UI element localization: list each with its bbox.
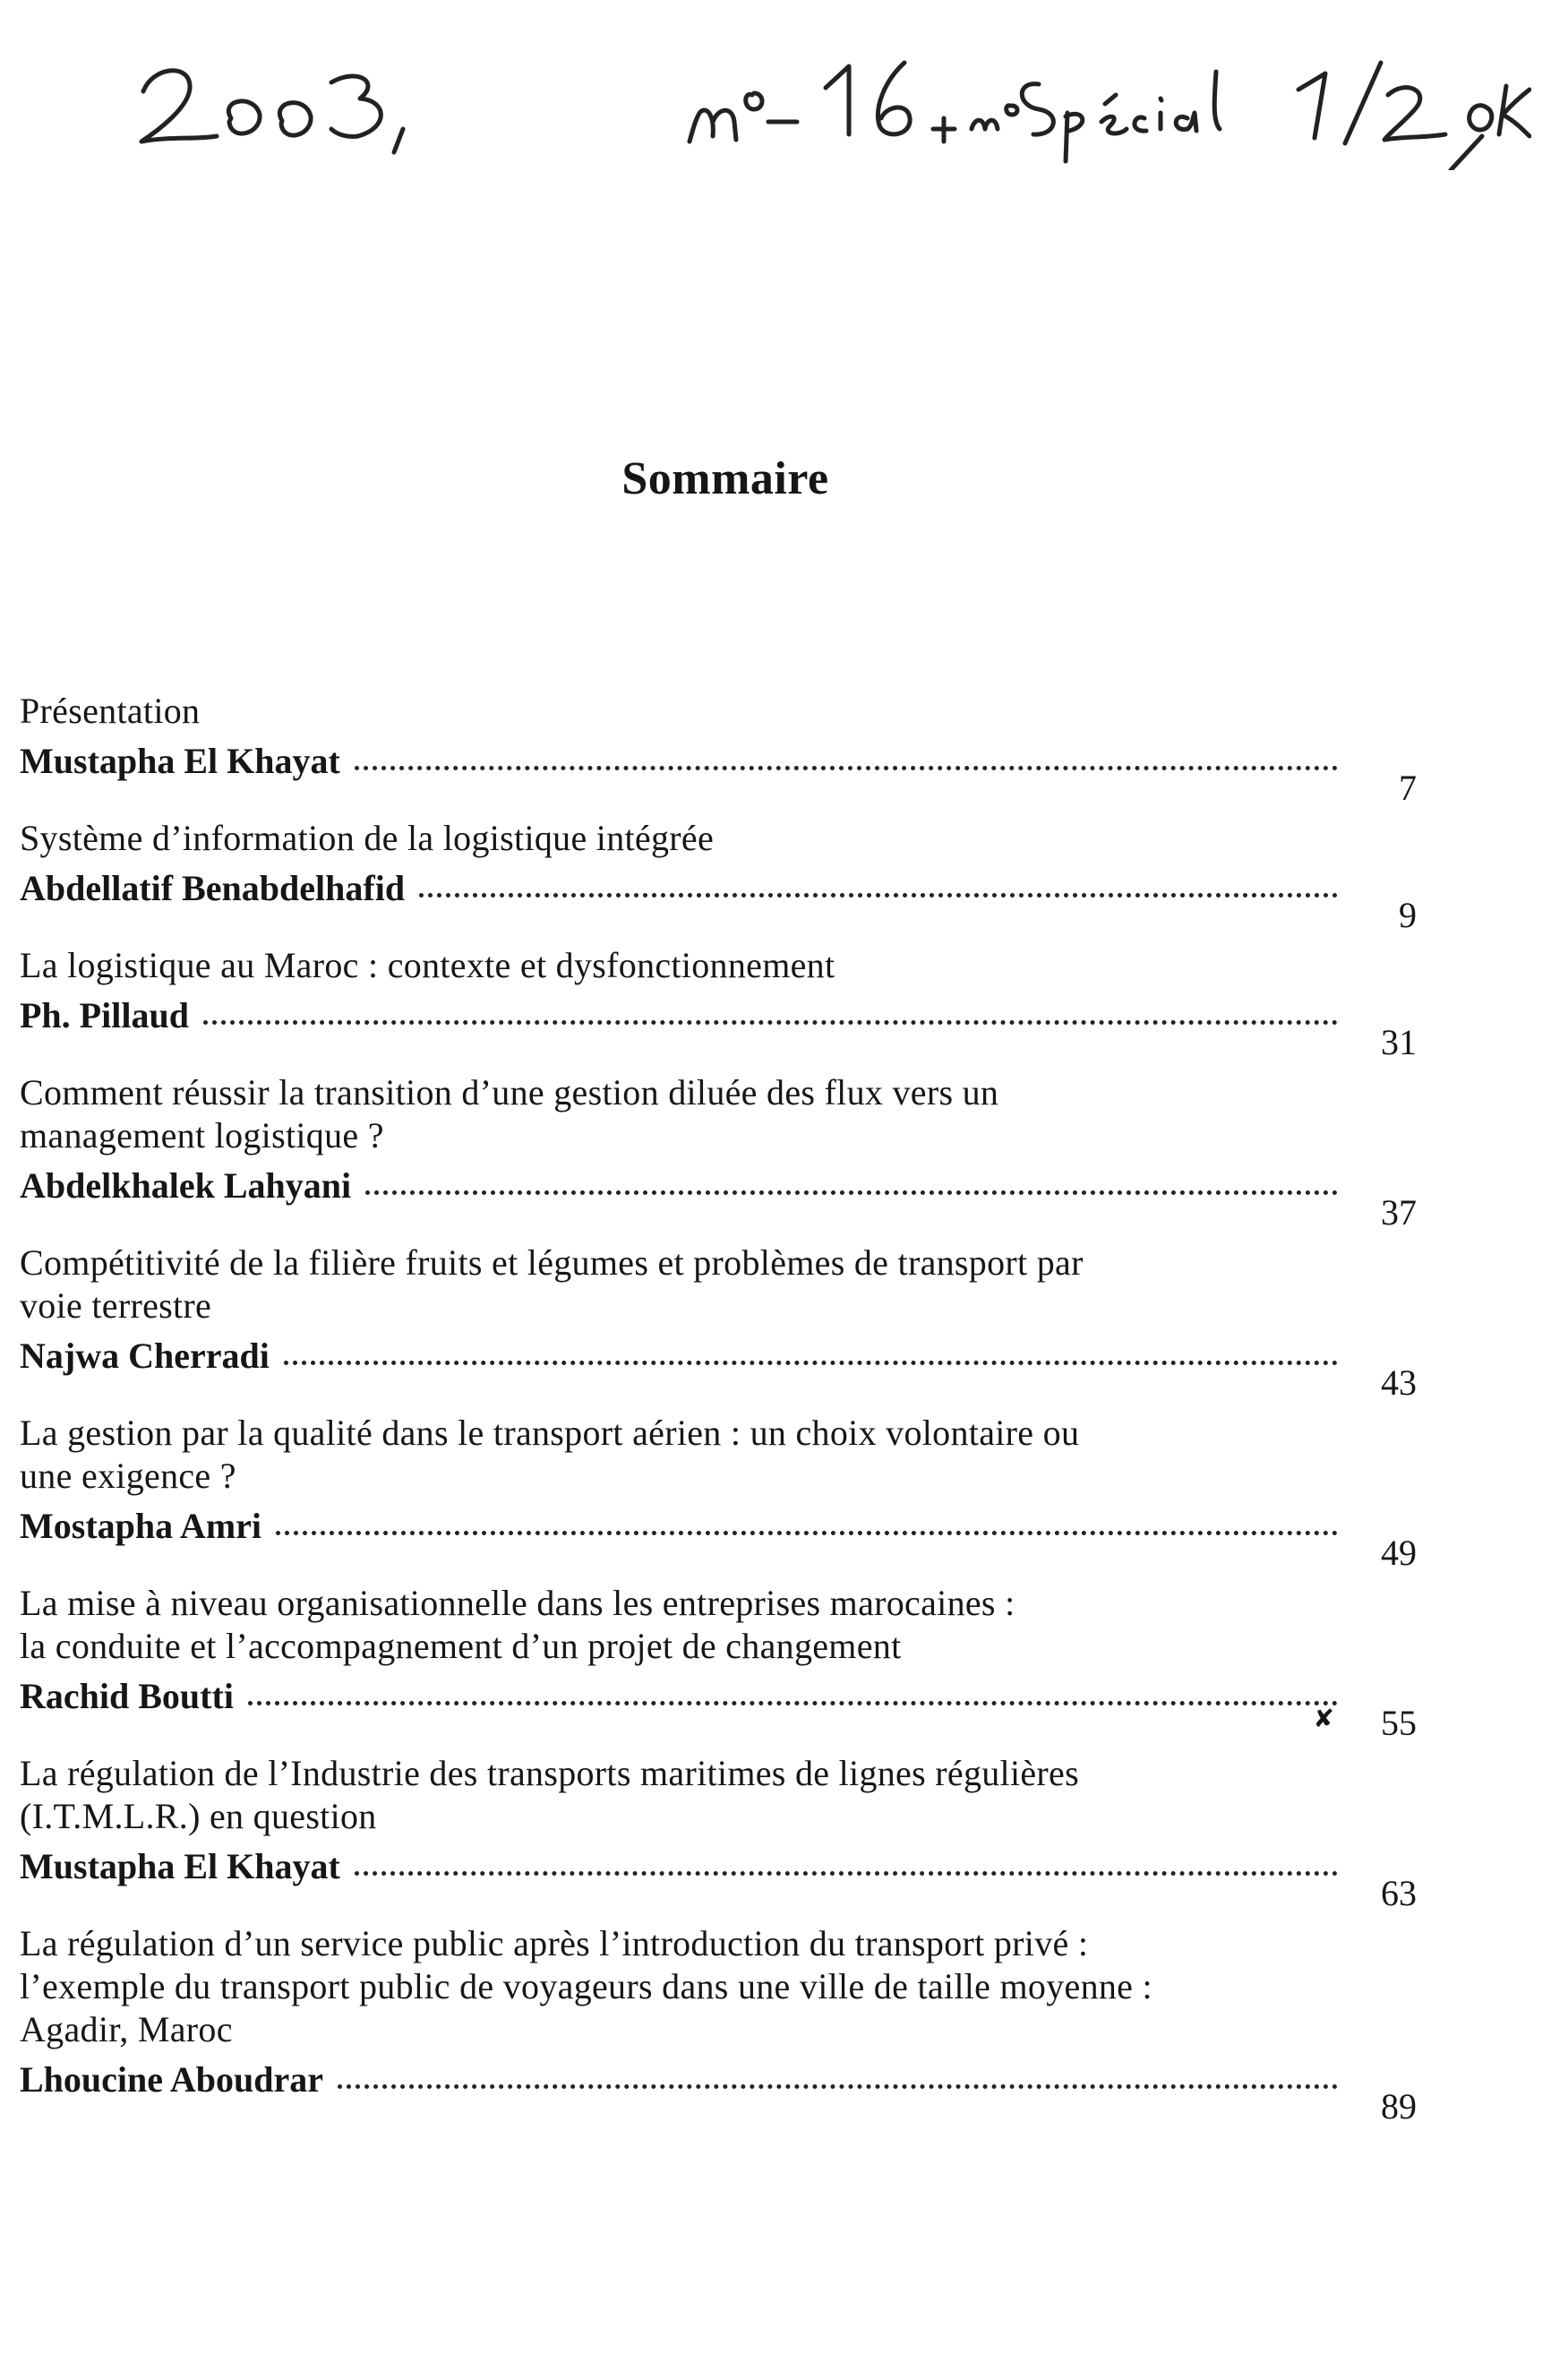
toc-entry-author-line [20,1157,1417,1233]
toc-entry-title-continued: la conduite et l’accompagnement d’un projet de changement [20,1626,902,1666]
toc-entry-author-line [20,733,1417,808]
toc-entry-title: La régulation de l’Industrie des transports maritimes de lignes régulières [20,1753,1079,1793]
toc-entry-author-line [20,2051,1417,2126]
toc-entry-title-continued: voie terrestre [20,1285,212,1326]
toc-entry-page-number: 7 [1399,768,1417,808]
toc-entry-page-number: 31 [1381,1022,1417,1062]
toc-entry-author: Ph. Pillaud [20,995,189,1035]
dot-leader [276,1530,1338,1535]
toc-entry-author-line [20,1498,1417,1573]
toc-entry-author: Abdelkhalek Lahyani [20,1165,352,1206]
toc-entry-author-line [20,987,1417,1062]
toc-entry [20,817,1417,935]
toc-entry-page-number: 9 [1399,895,1417,935]
toc-entry-title-continued: l’exemple du transport public de voyageurs dans une ville de taille moyenne : [20,1966,1152,2006]
toc-entry-author: Abdellatif Benabdelhafid [20,868,406,908]
dot-leader [355,1870,1338,1876]
toc-entry-title: Compétitivité de la filière fruits et légumes et problèmes de transport par [20,1242,1084,1283]
toc-entry-title: Comment réussir la transition d’une gestion diluée des flux vers un [20,1072,999,1112]
dot-leader [355,765,1338,770]
dot-leader [284,1360,1338,1365]
toc-entry [20,944,1417,1062]
toc-entry-author: Mustapha El Khayat [20,741,340,781]
toc-entry-title: Présentation [20,691,201,731]
toc-entry-page-number: 63 [1381,1873,1417,1913]
toc-entry-author: Rachid Boutti [20,1676,234,1716]
toc-entry-author-line [20,1668,1417,1743]
toc-entry-author: Mustapha El Khayat [20,1846,340,1886]
dot-leader [365,1190,1338,1195]
toc-entry-title-continued: une exigence ? [20,1456,236,1496]
toc-entry [20,1071,1417,1233]
toc-entry-author-line [20,1327,1417,1403]
toc-entry-title-continued: management logistique ? [20,1115,384,1155]
handwritten-check-mark: ✘ [1313,1705,1334,1733]
toc-entry-page-number: 43 [1381,1362,1417,1403]
toc-entry-title: La logistique au Maroc : contexte et dysfonctionnement [20,945,835,985]
toc-entry [20,1412,1417,1573]
toc-entry [20,1752,1417,1913]
handwritten-annotation [134,36,1531,170]
toc-entry-page-number: 49 [1381,1533,1417,1573]
toc-entry-page-number: 37 [1381,1192,1417,1233]
toc-entry [20,1241,1417,1403]
toc-entry [20,690,1417,808]
dot-leader [203,1019,1338,1025]
table-of-contents [20,690,1417,2126]
toc-entry-title: Système d’information de la logistique intégrée [20,818,715,858]
toc-entry-title: La gestion par la qualité dans le transport aérien : un choix volontaire ou [20,1413,1080,1453]
dot-leader [338,2083,1338,2089]
toc-entry-page-number: 89 [1381,2086,1417,2126]
toc-entry-author: Lhoucine Aboudrar [20,2059,323,2100]
page-title: Sommaire [621,453,829,504]
toc-entry-author: Mostapha Amri [20,1506,261,1546]
toc-entry-author-line [20,1838,1417,1913]
toc-entry-title-continued: (I.T.M.L.R.) en question [20,1796,377,1836]
toc-entry-author: Najwa Cherradi [20,1336,270,1376]
toc-entry-page-number: 55 [1381,1703,1417,1743]
dot-leader [248,1700,1338,1705]
toc-entry [20,1582,1417,1743]
toc-entry-title: La régulation d’un service public après l’introduction du transport privé : [20,1923,1089,1963]
toc-entry-title-continued: Agadir, Maroc [20,2009,233,2049]
toc-entry [20,1922,1417,2126]
dot-leader [419,892,1338,898]
toc-entry-author-line [20,860,1417,935]
toc-entry-title: La mise à niveau organisationnelle dans les entreprises marocaines : [20,1583,1015,1623]
